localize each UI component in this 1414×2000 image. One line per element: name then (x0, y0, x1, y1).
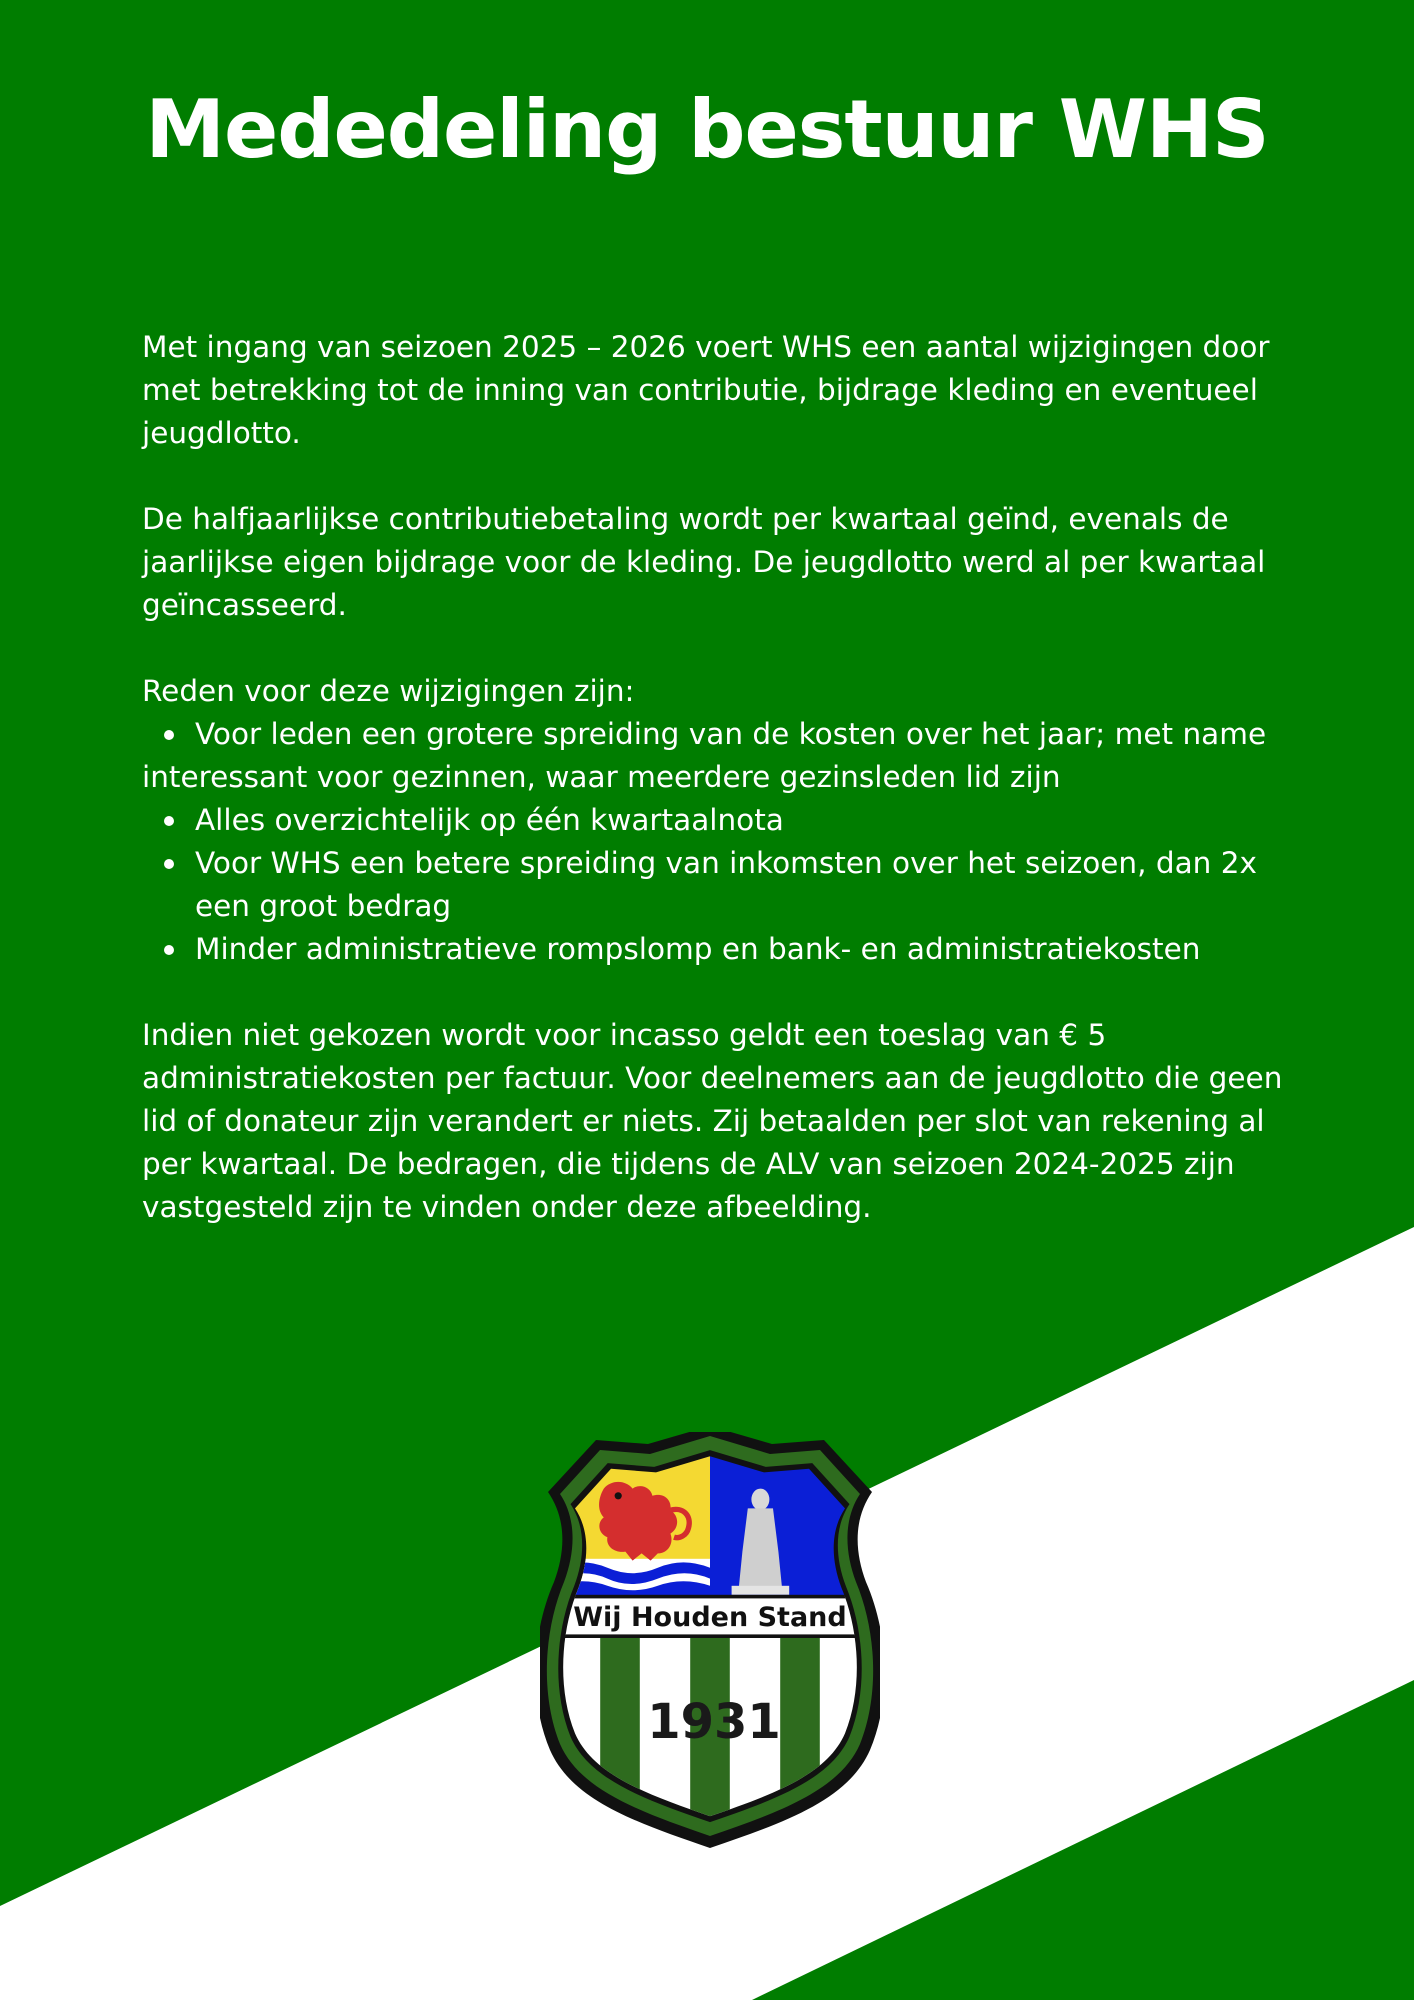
list-item: Alles overzichtelijk op één kwartaalnota (142, 799, 1302, 842)
fee-paragraph: Indien niet gekozen wordt voor incasso geldt een toeslag van € 5 administratiekosten per factuur. Voor deelnemers aan de jeugdlotto die geen lid of donateur zijn verandert er niets. Zij betaalden per slot van rekening al per kwartaal. De bedragen, die tijdens de ALV van seizoen 2024-2025 zijn vastgesteld zijn te vinden onder deze afbeelding. (142, 1018, 1283, 1224)
crest-year-text: 1931 (647, 1694, 781, 1750)
list-item: Voor leden een grotere spreiding van de kosten over het jaar; met name interessant voor gezinnen, waar meerdere gezinsleden lid zijn (142, 713, 1302, 799)
page-title: Mededeling bestuur WHS (145, 83, 1269, 176)
crest-motto-text: Wij Houden Stand (573, 1602, 847, 1633)
payment-paragraph: De halfjaarlijkse contributiebetaling wordt per kwartaal geïnd, evenals de jaarlijkse eigen bijdrage voor de kleding. De jeugdlotto werd al per kwartaal geïncasseerd. (142, 502, 1266, 622)
reasons-list (142, 713, 1302, 971)
list-item: Minder administratieve rompslomp en bank- en administratiekosten (142, 928, 1302, 971)
intro-paragraph: Met ingang van seizoen 2025 – 2026 voert WHS een aantal wijzigingen door met betrekking tot de inning van contributie, bijdrage kleding en eventueel jeugdlotto. (142, 330, 1270, 450)
reasons-intro: Reden voor deze wijzigingen zijn: (142, 674, 635, 708)
announcement-body (142, 326, 1302, 1272)
list-item: Voor WHS een betere spreiding van inkomsten over het seizoen, dan 2x een groot bedrag (142, 842, 1302, 928)
club-crest-logo (540, 1432, 880, 1848)
